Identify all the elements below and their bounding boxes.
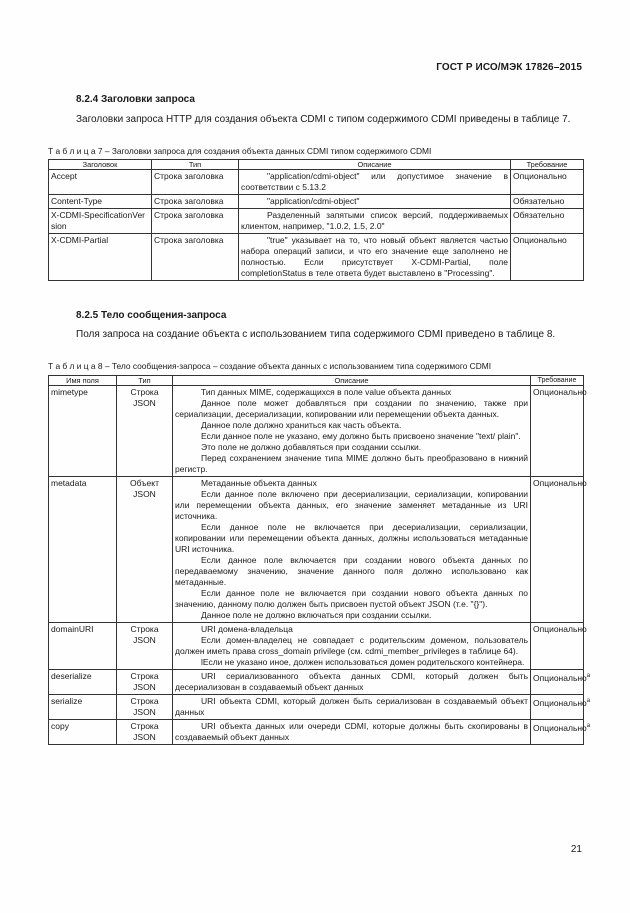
column-header: Требование xyxy=(531,376,584,386)
field-type: Строка JSON xyxy=(117,623,173,670)
table-8-body xyxy=(49,386,591,745)
description-paragraph: Это поле не должно добавляться при создании ссылки. xyxy=(201,442,422,452)
table-header-row xyxy=(49,376,584,386)
field-name: copy xyxy=(49,720,117,745)
section-paragraph-8-2-5: Поля запроса на создание объекта с использованием типа содержимого CDMI приведено в таблице 8. xyxy=(76,329,556,340)
field-name: X-CDMI-Partial xyxy=(49,234,152,281)
field-name: serialize xyxy=(49,695,117,720)
field-requirement xyxy=(531,623,587,670)
requirement-text: Опционально xyxy=(533,672,587,683)
field-description: "application/cdmi-object" или допустимое значение в соответствии с 5.13.2 xyxy=(239,170,511,195)
requirement-text: Опционально xyxy=(533,722,587,733)
description-paragraph: Данное поле может добавляться при создании по значению, также при сериализации, десериализации, копировании или перемещении объекта данных. xyxy=(175,398,528,419)
field-requirement xyxy=(531,386,587,477)
description-paragraph: Если данное поле включается при создании нового объекта данных по передаваемому значению, значение данного поля должно использовано как метаданные. xyxy=(175,555,528,587)
field-description: "true" указывает на то, что новый объект является частью набора операций записи, и что его значение еще заполнено не полностью. Если присутствует X-CDMI-Partial, поле completionStatus в теле ответа будет выставлено в "Processing". xyxy=(239,234,511,281)
table-header-row xyxy=(49,160,584,170)
field-requirement: Обязательно xyxy=(511,195,584,209)
field-name: Content-Type xyxy=(49,195,152,209)
description-paragraph: Тип данных MIME, содержащихся в поле value объекта данных xyxy=(201,387,452,397)
table-row xyxy=(49,195,584,209)
field-type: Строка заголовка xyxy=(152,234,239,281)
description-paragraph: Данное поле не должно включаться при создании ссылки. xyxy=(201,610,432,620)
column-header: Описание xyxy=(173,376,531,386)
description-paragraph: Если данное поле включено при десериализации, сериализации, копировании или перемещении объекта данных, его значение заменяет метаданные из URI источника. xyxy=(175,489,528,521)
standard-header: ГОСТ Р ИСО/МЭК 17826–2015 xyxy=(436,62,582,73)
description-paragraph: Если данное поле не включается при десериализации, сериализации, копировании или перемещении объекта данных, должны использоваться метаданные URI источника. xyxy=(175,522,528,554)
column-header: Заголовок xyxy=(49,160,152,170)
column-header: Тип xyxy=(117,376,173,386)
section-heading-8-2-5: 8.2.5 Тело сообщения-запроса xyxy=(76,310,227,321)
table-7-caption: Т а б л и ц а 7 – Заголовки запроса для создания объекта данных CDMI типом содержимого CDMI xyxy=(48,146,432,156)
description-paragraph: Метаданные объекта данных xyxy=(201,478,317,488)
description-paragraph: lЕсли не указано иное, должен использоваться домен родительского контейнера. xyxy=(201,657,525,667)
table-row xyxy=(49,209,584,234)
table-row xyxy=(49,670,584,695)
table-row xyxy=(49,477,584,623)
field-type: Строка JSON xyxy=(117,720,173,745)
description-paragraph: Данное поле должно храниться как часть объекта. xyxy=(201,420,402,430)
table-8 xyxy=(48,375,591,745)
column-header: Требование xyxy=(511,160,584,170)
footnote-marker: a xyxy=(586,698,591,704)
field-type: Строка заголовка xyxy=(152,195,239,209)
field-description xyxy=(173,477,531,623)
table-row xyxy=(49,623,584,670)
footnote-marker: a xyxy=(586,673,591,679)
page-number: 21 xyxy=(570,844,582,855)
field-name: mimetype xyxy=(49,386,117,477)
description-paragraph: Если данное поле не включается при создании нового объекта данных по значению, данному полю должен быть присвоен пустой объект JSON (т.е. "{}"). xyxy=(175,588,528,609)
table-8-caption: Т а б л и ц а 8 – Тело сообщения-запроса – создание объекта данных с использованием типа содержимого CDMI xyxy=(48,361,492,371)
column-header: Имя поля xyxy=(49,376,117,386)
field-name: deserialize xyxy=(49,670,117,695)
table-row xyxy=(49,720,584,745)
column-header: Описание xyxy=(239,160,511,170)
description-paragraph: Если данное поле не указано, ему должно быть присвоено значение "text/ plain". xyxy=(201,431,521,441)
field-name: domainURI xyxy=(49,623,117,670)
requirement-text: Опционально xyxy=(533,387,587,397)
description-paragraph: Если домен-владелец не совпадает с родительским доменом, пользователь должен иметь права cross_domain privilege (см. cdmi_member_privileges в таблице 64). xyxy=(175,635,528,656)
column-header: Тип xyxy=(152,160,239,170)
description-paragraph: Перед сохранением значение типа MIME должно быть преобразовано в нижний регистр. xyxy=(175,453,528,474)
field-description xyxy=(173,695,531,720)
footnote-marker: a xyxy=(586,723,591,729)
field-requirement xyxy=(531,477,587,623)
table-row xyxy=(49,234,584,281)
field-description xyxy=(173,720,531,745)
section-heading-8-2-4: 8.2.4 Заголовки запроса xyxy=(76,94,195,105)
field-requirement: Опционально xyxy=(511,170,584,195)
field-name: X-CDMI-SpecificationVersion xyxy=(49,209,152,234)
field-name: metadata xyxy=(49,477,117,623)
field-type: Строка заголовка xyxy=(152,209,239,234)
field-description xyxy=(173,386,531,477)
field-description xyxy=(173,623,531,670)
requirement-text: Опционально xyxy=(533,697,587,708)
field-type: Строка заголовка xyxy=(152,170,239,195)
field-type: Строка JSON xyxy=(117,670,173,695)
field-type: Строка JSON xyxy=(117,695,173,720)
field-requirement xyxy=(531,670,591,695)
field-requirement: Опционально xyxy=(511,234,584,281)
field-requirement xyxy=(531,695,591,720)
table-row xyxy=(49,386,584,477)
description-paragraph: URI объекта CDMI, который должен быть сериализован в создаваемый объект данных xyxy=(175,696,528,717)
description-paragraph: URI объекта данных или очереди CDMI, которые должны быть скопированы в создаваемый объект данных xyxy=(175,721,528,742)
field-requirement xyxy=(531,720,591,745)
description-paragraph: URI сериализованного объекта данных CDMI, который должен быть десериализован в создаваемый объект данных xyxy=(175,671,528,692)
requirement-text: Опционально xyxy=(533,478,587,488)
field-type: Строка JSON xyxy=(117,386,173,477)
description-paragraph: URI домена-владельца xyxy=(201,624,293,634)
requirement-text: Опционально xyxy=(533,624,587,634)
field-description xyxy=(173,670,531,695)
field-type: Объект JSON xyxy=(117,477,173,623)
table-row xyxy=(49,170,584,195)
field-requirement: Обязательно xyxy=(511,209,584,234)
field-description: "application/cdmi-object" xyxy=(239,195,511,209)
table-7 xyxy=(48,159,584,281)
section-paragraph-8-2-4: Заголовки запроса HTTP для создания объекта CDMI с типом содержимого CDMI приведены в таблице 7. xyxy=(76,114,571,125)
field-name: Accept xyxy=(49,170,152,195)
table-row xyxy=(49,695,584,720)
field-description: Разделенный запятыми список версий, поддерживаемых клиентом, например, "1.0.2, 1.5, 2.0" xyxy=(239,209,511,234)
